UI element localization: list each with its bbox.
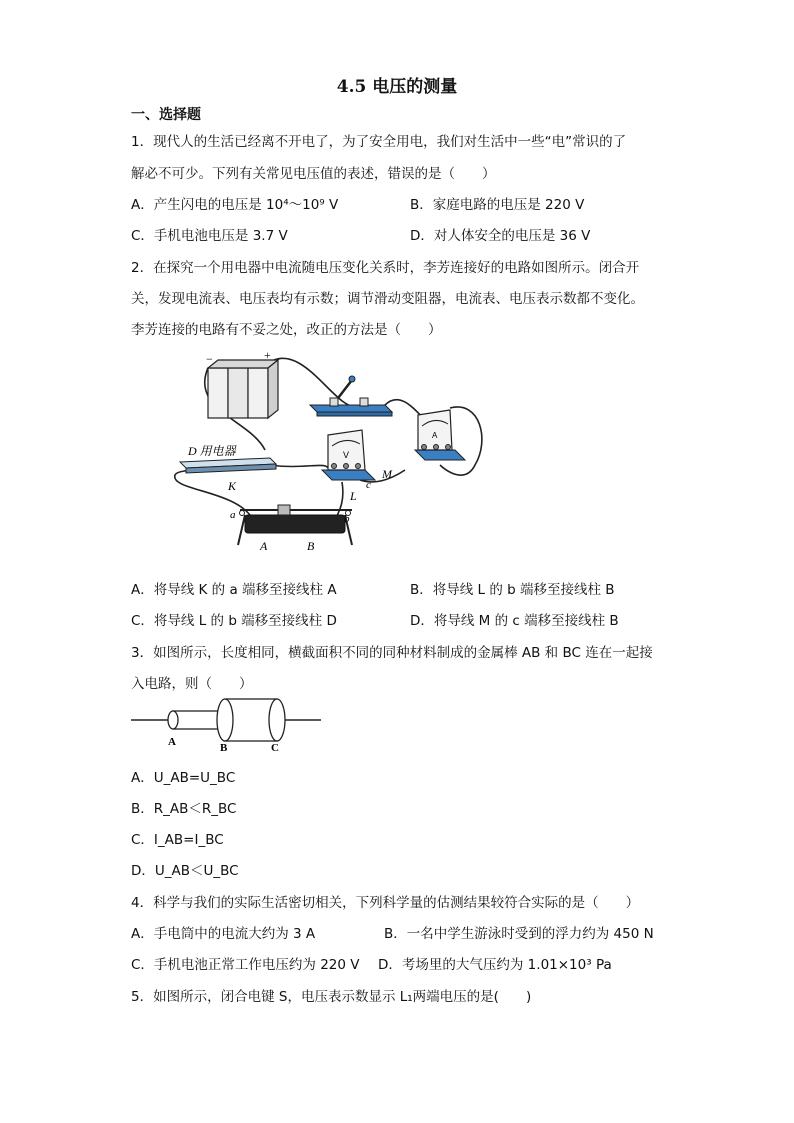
wire-l-label: L bbox=[350, 489, 357, 503]
q4-stem-line1: 4．科学与我们的实际生活密切相关，下列科学量的估测结果较符合实际的是（ ） bbox=[131, 895, 640, 911]
q4-option-c: C．手机电池正常工作电压约为 220 V bbox=[131, 957, 360, 973]
q4-option-b: B．一名中学生游泳时受到的浮力约为 450 N bbox=[384, 926, 654, 942]
q3-stem-line1: 3．如图所示，长度相同，横截面积不同的同种材料制成的金属棒 AB 和 BC 连在一起接 bbox=[131, 645, 653, 661]
wire-battery-switch bbox=[270, 358, 360, 410]
q1-stem-line2: 解必不可少。下列有关常见电压值的表述，错误的是（ ） bbox=[131, 166, 496, 182]
q2-option-d: D．将导线 M 的 c 端移至接线柱 B bbox=[410, 613, 619, 629]
page-title: 4.5 电压的测量 bbox=[336, 77, 458, 97]
q3-option-d: D．U_AB＜U_BC bbox=[131, 863, 239, 879]
rod-figure bbox=[131, 692, 326, 752]
q1-stem-line1: 1．现代人的生活已经离不开电了，为了安全用电，我们对生活中一些“电”常识的了 bbox=[131, 134, 627, 150]
q1-option-b: B．家庭电路的电压是 220 V bbox=[410, 197, 585, 213]
rod-bc bbox=[217, 699, 285, 741]
q2-stem-line1: 2．在探究一个用电器中电流随电压变化关系时，李芳连接好的电路如图所示。闭合开 bbox=[131, 260, 640, 276]
q2-option-b: B．将导线 L 的 b 端移至接线柱 B bbox=[410, 582, 615, 598]
wire-device-voltmeter bbox=[268, 465, 330, 470]
q1-option-c: C．手机电池电压是 3.7 V bbox=[131, 228, 288, 244]
terminal-a-label: a bbox=[230, 509, 236, 521]
device-label: D 用电器 bbox=[188, 444, 236, 458]
voltmeter bbox=[322, 430, 375, 480]
voltmeter-label: V bbox=[343, 450, 350, 460]
battery-plus-label: + bbox=[264, 350, 271, 362]
wire-L bbox=[335, 482, 343, 520]
section-heading: 一、选择题 bbox=[131, 107, 201, 123]
rod-label-a: A bbox=[168, 736, 176, 748]
q3-option-a: A．U_AB=U_BC bbox=[131, 770, 236, 786]
q1-option-a: A．产生闪电的电压是 10⁴～10⁹ V bbox=[131, 197, 339, 213]
wire-k-label: K bbox=[228, 479, 237, 493]
q2-stem-line2: 关，发现电流表、电压表均有示数；调节滑动变阻器，电流表、电压表示数都不变化。 bbox=[131, 291, 644, 307]
q2-option-a: A．将导线 K 的 a 端移至接线柱 A bbox=[131, 582, 337, 598]
q2-stem-line3: 李芳连接的电路有不妥之处，改正的方法是（ ） bbox=[131, 322, 442, 338]
q4-option-d: D．考场里的大气压约为 1.01×10³ Pa bbox=[378, 957, 612, 973]
q3-option-b: B．R_AB＜R_BC bbox=[131, 801, 237, 817]
rod-label-c: C bbox=[271, 742, 279, 752]
q1-option-d: D．对人体安全的电压是 36 V bbox=[410, 228, 591, 244]
device-d bbox=[180, 444, 276, 473]
ammeter-label: A bbox=[432, 431, 438, 440]
post-b-label: B bbox=[307, 539, 315, 553]
post-a-label: A bbox=[260, 539, 268, 553]
q4-option-a: A．手电筒中的电流大约为 3 A bbox=[131, 926, 316, 942]
wire-m-label: M bbox=[382, 467, 392, 481]
q3-option-c: C．I_AB=I_BC bbox=[131, 832, 224, 848]
rod-label-b: B bbox=[220, 742, 228, 752]
rheostat bbox=[238, 505, 352, 545]
ammeter bbox=[415, 410, 465, 460]
battery-pack bbox=[206, 350, 278, 418]
q5-stem-line1: 5．如图所示，闭合电键 S，电压表示数显示 L₁两端电压的是( ) bbox=[131, 989, 532, 1005]
terminal-c-label: c bbox=[366, 479, 371, 491]
q3-stem-line2: 入电路，则（ ） bbox=[131, 676, 253, 692]
terminal-b-label: b bbox=[344, 513, 350, 525]
circuit-figure bbox=[160, 350, 490, 555]
q2-option-c: C．将导线 L 的 b 端移至接线柱 D bbox=[131, 613, 337, 629]
battery-minus-label: − bbox=[206, 352, 213, 366]
